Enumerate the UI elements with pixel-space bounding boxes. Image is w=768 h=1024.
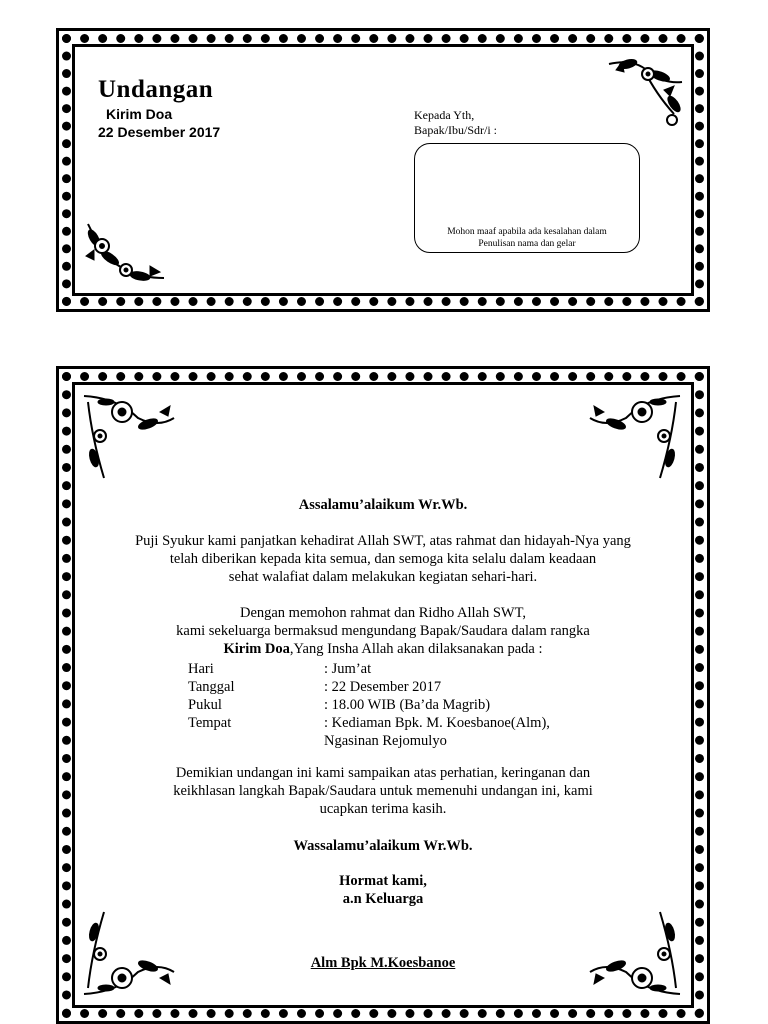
event-name: Kirim Doa (223, 641, 290, 657)
letter-body (78, 496, 688, 658)
recipient-line-2: Bapak/Ibu/Sdr/i : (414, 123, 497, 137)
corner-floral-ornament-icon (586, 388, 686, 484)
address-note-line-1: Mohon maaf apabila ada kesalahan dalam (447, 227, 607, 237)
detail-label: Tanggal (188, 679, 235, 695)
address-note-line-2: Penulisan nama dan gelar (478, 239, 576, 249)
regards-line-2: a.n Keluarga (342, 891, 424, 907)
envelope-card (56, 28, 710, 312)
detail-label: Hari (188, 661, 214, 677)
invitation-line-2: kami sekeluarga bermaksud mengundang Bapak/Saudara dalam rangka (176, 623, 590, 639)
detail-value: : 18.00 WIB (Ba’da Magrib) (324, 697, 491, 713)
closing-line-2: keikhlasan langkah Bapak/Saudara untuk memenuhi undangan ini, kami (173, 783, 593, 799)
letter-card (56, 366, 710, 1024)
corner-floral-ornament-icon (78, 388, 178, 484)
floral-ornament-icon (80, 216, 170, 292)
recipient-line-1: Kepada Yth, (414, 108, 475, 122)
closing-line-3: ucapkan terima kasih. (319, 801, 447, 817)
detail-value: Ngasinan Rejomulyo (324, 733, 447, 749)
recipient-label (414, 108, 497, 138)
opening-line-3: sehat walafiat dalam melakukan kegiatan sehari-hari. (228, 569, 538, 585)
detail-label: Tempat (188, 715, 232, 731)
address-box (414, 143, 640, 253)
address-note (415, 226, 639, 250)
detail-label: Pukul (188, 697, 222, 713)
greeting: Assalamu’alaikum Wr.Wb. (298, 497, 468, 513)
closing-paragraph (78, 764, 688, 818)
closing-line-1: Demikian undangan ini kami sampaikan atas perhatian, keringanan dan (175, 765, 591, 781)
detail-value: : Kediaman Bpk. M. Koesbanoe(Alm), (324, 715, 550, 731)
detail-value: : 22 Desember 2017 (324, 679, 442, 695)
letter-closing (78, 764, 688, 972)
invitation-line-1: Dengan memohon rahmat dan Ridho Allah SWT, (239, 605, 527, 621)
envelope-title: Undangan (98, 76, 214, 103)
regards (78, 872, 688, 908)
floral-ornament-icon (604, 54, 690, 134)
invitation-line-3: ,Yang Insha Allah akan dilaksanakan pada : (289, 641, 543, 657)
detail-value: : Jum’at (324, 661, 372, 677)
invitation-paragraph (78, 604, 688, 658)
opening-paragraph (78, 532, 688, 586)
envelope-date: 22 Desember 2017 (98, 124, 221, 140)
envelope-subtitle: Kirim Doa (106, 106, 173, 122)
opening-line-2: telah diberikan kepada kita semua, dan semoga kita selalu dalam keadaan (169, 551, 597, 567)
signature: Alm Bpk M.Koesbanoe (310, 955, 456, 971)
regards-line-1: Hormat kami, (339, 873, 427, 889)
farewell: Wassalamu’alaikum Wr.Wb. (293, 838, 473, 854)
opening-line-1: Puji Syukur kami panjatkan kehadirat Allah SWT, atas rahmat dan hidayah-Nya yang (135, 533, 631, 549)
